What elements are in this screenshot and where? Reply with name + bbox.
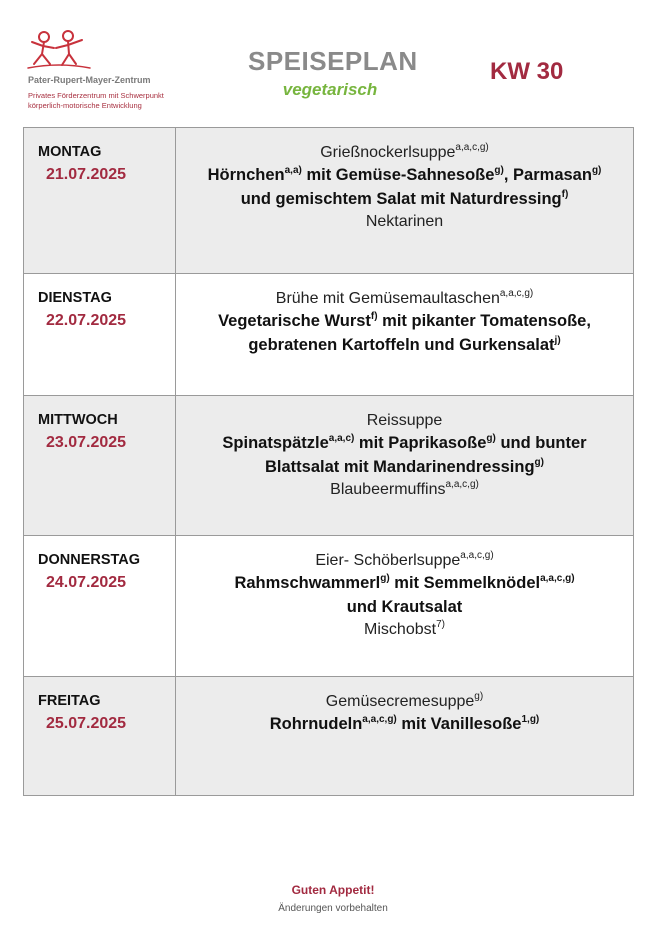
main-dish-text: mit Vanillesoße: [396, 715, 522, 733]
main-dish-line: [176, 333, 633, 357]
main-dish-text: Rohrnudeln: [269, 715, 363, 733]
day-name: DONNERSTAG: [38, 552, 141, 568]
soup-text: Reissuppe: [366, 412, 443, 429]
main-dish-text: Spinatspätzle: [222, 434, 329, 452]
soup-text: Eier- Schöberlsuppe: [315, 552, 461, 569]
menu-table: [23, 127, 634, 796]
dessert-text: Mischobst: [364, 621, 437, 638]
day-cell: [24, 274, 176, 396]
day-cell: [24, 128, 176, 274]
allergen-code: a,a,c): [328, 432, 355, 444]
dessert: [176, 619, 633, 641]
allergen-code: g): [591, 164, 602, 176]
footer-note: Änderungen vorbehalten: [278, 903, 388, 914]
menu-cell: [176, 274, 634, 396]
menu-cell: [176, 677, 634, 796]
allergen-code: g): [486, 432, 496, 444]
day-date: 21.07.2025: [46, 166, 127, 183]
soup-text: Gemüsecremesuppe: [325, 693, 475, 710]
soup: [176, 288, 633, 309]
main-dish-line: [176, 187, 633, 211]
allergen-code: a,a): [284, 164, 302, 176]
day-name: FREITAG: [38, 693, 101, 709]
main-dish-line: [176, 309, 633, 333]
day-date: 25.07.2025: [46, 715, 127, 732]
soup-text: Brühe mit Gemüsemaultaschen: [275, 290, 500, 307]
allergen-code: g): [380, 572, 390, 584]
soup-text: Grießnockerlsuppe: [320, 144, 456, 161]
day-date: 23.07.2025: [46, 434, 127, 451]
org-tagline-2: körperlich-motorische Entwicklung: [28, 101, 142, 110]
main-dish-line: [176, 455, 633, 479]
day-cell: [24, 677, 176, 796]
children-logo-icon: [24, 28, 94, 72]
main-dish-text: mit Paprikasoße: [354, 434, 487, 452]
soup: [176, 691, 633, 712]
allergen-code: g): [534, 456, 544, 468]
main-dish-line: [176, 595, 633, 619]
main-dish-text: Blattsalat mit Mandarinendressing: [264, 458, 535, 476]
menu-cell: [176, 128, 634, 274]
main-dish-line: [176, 431, 633, 455]
dessert-text: Nektarinen: [365, 213, 444, 230]
dessert: [176, 479, 633, 501]
soup: [176, 142, 633, 163]
main-dish-text: gebratenen Kartoffeln und Gurkensalat: [248, 336, 555, 354]
allergen-code: f): [370, 310, 378, 322]
dessert: [176, 211, 633, 233]
day-row: [24, 274, 634, 396]
menu-cell: [176, 536, 634, 677]
day-row: [24, 128, 634, 274]
allergen-code: j): [554, 334, 561, 346]
allergen-code: g): [474, 690, 484, 702]
soup: [176, 410, 633, 431]
allergen-code: a,a,c,g): [499, 287, 534, 299]
page-subtitle: vegetarisch: [282, 80, 378, 99]
main-dish-text: Vegetarische Wurst: [218, 312, 371, 330]
org-tagline-1: Privates Förderzentrum mit Schwerpunkt: [28, 91, 164, 100]
org-name: Pater-Rupert-Mayer-Zentrum: [28, 75, 151, 85]
day-date: 24.07.2025: [46, 574, 127, 591]
day-row: [24, 536, 634, 677]
main-dish-line: [176, 571, 633, 595]
main-dish-text: mit pikanter Tomatensoße,: [377, 312, 591, 330]
allergen-code: 1,g): [521, 713, 540, 725]
day-row: [24, 396, 634, 536]
main-dish-text: , Parmasan: [503, 166, 592, 184]
main-dish-line: [176, 712, 633, 736]
day-cell: [24, 536, 176, 677]
week-label: KW 30: [490, 58, 564, 85]
dessert-text: Blaubeermuffins: [330, 481, 446, 498]
main-dish-text: und bunter: [495, 434, 587, 452]
main-dish-text: mit Gemüse-Sahnesoße: [301, 166, 495, 184]
soup: [176, 550, 633, 571]
day-name: MONTAG: [38, 144, 102, 160]
allergen-code: f): [561, 188, 569, 200]
main-dish-text: Hörnchen: [207, 166, 285, 184]
allergen-code: a,a,c,g): [445, 478, 479, 490]
allergen-code: 7): [436, 618, 445, 630]
allergen-code: g): [494, 164, 504, 176]
main-dish-text: und Krautsalat: [346, 598, 463, 616]
page-title: SPEISEPLAN: [248, 46, 418, 76]
main-dish-text: Rahmschwammerl: [234, 574, 381, 592]
allergen-code: a,a,c,g): [362, 713, 397, 725]
day-date: 22.07.2025: [46, 312, 127, 329]
day-cell: [24, 396, 176, 536]
main-dish-text: mit Semmelknödel: [389, 574, 541, 592]
menu-cell: [176, 396, 634, 536]
main-dish-text: und gemischtem Salat mit Naturdressing: [240, 190, 562, 208]
allergen-code: a,a,c,g): [455, 141, 489, 153]
day-row: [24, 677, 634, 796]
allergen-code: a,a,c,g): [540, 572, 575, 584]
footer-greeting: Guten Appetit!: [291, 883, 375, 897]
allergen-code: a,a,c,g): [460, 549, 494, 561]
day-name: DIENSTAG: [38, 290, 112, 306]
main-dish-line: [176, 163, 633, 187]
day-name: MITTWOCH: [38, 412, 118, 428]
